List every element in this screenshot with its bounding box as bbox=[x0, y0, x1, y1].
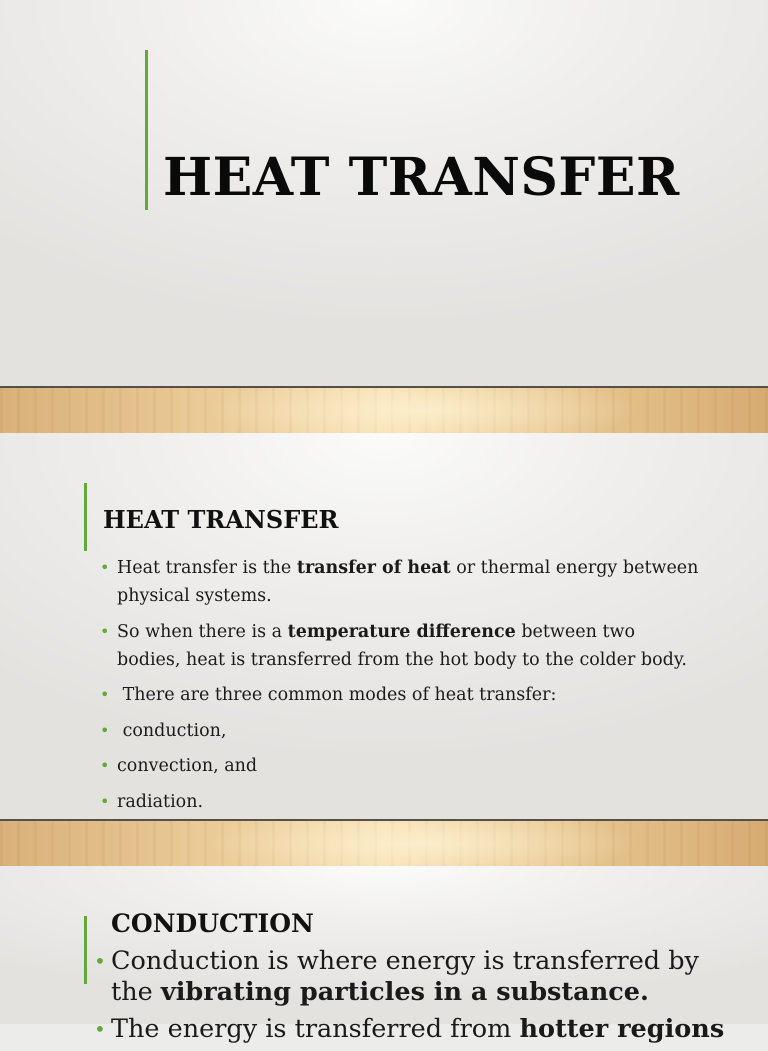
slide-heading: CONDUCTION bbox=[111, 909, 314, 938]
accent-bar bbox=[84, 483, 87, 551]
accent-bar bbox=[145, 50, 148, 210]
list-item: • convection, and bbox=[100, 752, 700, 780]
wood-divider bbox=[0, 386, 768, 433]
list-item: • conduction, bbox=[100, 717, 700, 745]
slide-heading: HEAT TRANSFER bbox=[103, 505, 339, 534]
slide-title: HEAT TRANSFER bbox=[163, 147, 680, 208]
bullet-icon: • bbox=[94, 1017, 106, 1041]
bullet-icon: • bbox=[100, 756, 110, 775]
list-item: • There are three common modes of heat transfer: bbox=[100, 681, 700, 709]
heat-transfer-slide bbox=[0, 433, 768, 819]
bullet-icon: • bbox=[100, 685, 110, 704]
bullet-icon: • bbox=[100, 791, 110, 811]
conduction-slide bbox=[0, 866, 768, 1044]
bullet-list bbox=[94, 946, 734, 1051]
list-item: • So when there is a temperature difference between two bodies, heat is transferred from the hot body to the colder body. bbox=[100, 618, 700, 674]
bullet-icon: • bbox=[100, 720, 110, 740]
bullet-icon: • bbox=[100, 558, 110, 577]
list-item: • The energy is transferred from hotter regions bbox=[94, 1014, 725, 1044]
title-slide bbox=[0, 0, 768, 386]
list-item: • radiation. bbox=[100, 788, 700, 816]
bullet-icon: • bbox=[94, 949, 106, 973]
bullet-list bbox=[100, 554, 700, 823]
list-item: • Heat transfer is the transfer of heat or thermal energy between physical systems. bbox=[100, 554, 700, 610]
bullet-icon: • bbox=[100, 621, 110, 641]
wood-divider bbox=[0, 819, 768, 866]
accent-bar bbox=[84, 916, 87, 984]
list-item: • Conduction is where energy is transferred by the vibrating particles in a substance. bbox=[94, 946, 699, 1007]
